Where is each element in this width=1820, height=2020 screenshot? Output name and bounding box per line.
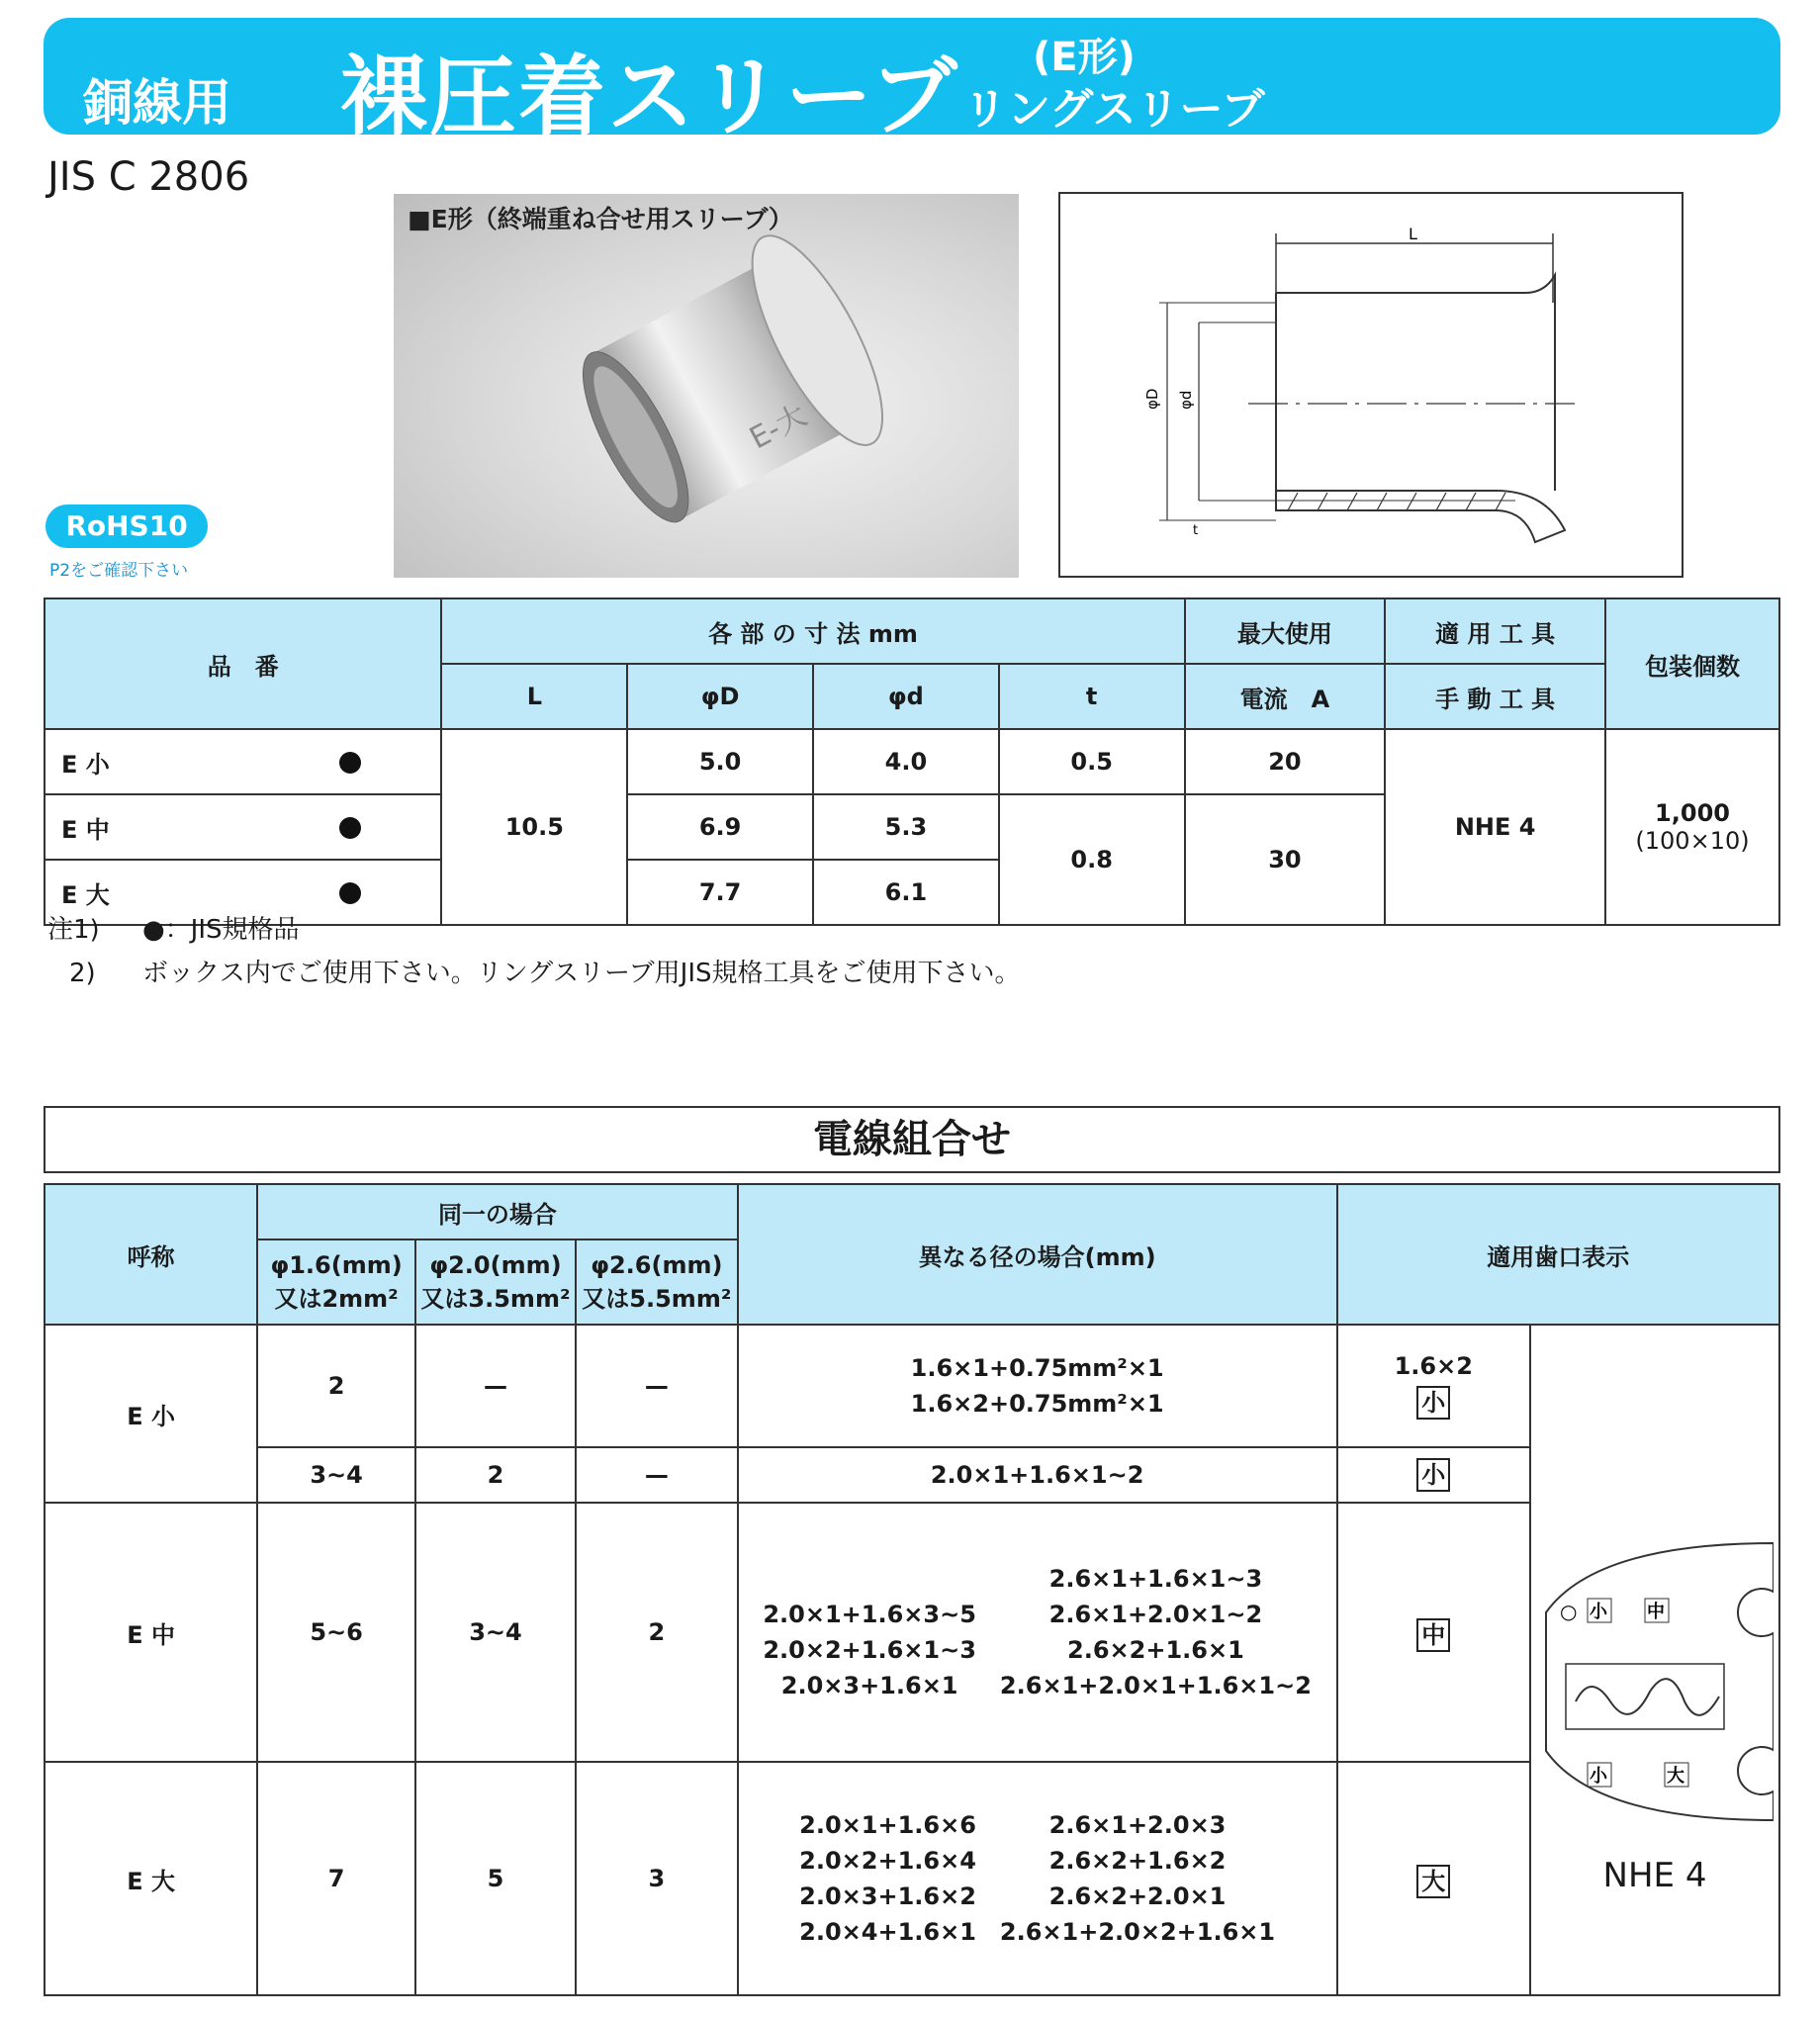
value-D: 7.7 — [627, 860, 813, 925]
diff-line: 2.0×2+1.6×4 — [799, 1847, 976, 1875]
cell-diff: 2.0×1+1.6×1~2 — [738, 1447, 1337, 1503]
diff-line: 2.6×1+2.0×3 — [1048, 1811, 1227, 1839]
col-t: t — [999, 664, 1185, 729]
diff-line: 2.0×2+1.6×1~3 — [763, 1636, 976, 1664]
jis-standard: JIS C 2806 — [47, 154, 250, 200]
value-L: 10.5 — [441, 729, 627, 925]
crimp-die-icon — [1536, 1504, 1774, 1840]
cell-26: 2 — [576, 1503, 738, 1762]
table-row — [45, 1503, 1779, 1762]
die-mark: 小 — [1416, 1458, 1450, 1492]
cell-die — [1337, 1762, 1530, 1995]
diff-line: 2.6×1+2.0×1~2 — [1048, 1601, 1263, 1628]
header-part: 品 番 — [45, 598, 441, 729]
diff-line: 2.0×3+1.6×2 — [799, 1882, 976, 1910]
diff-line: 2.0×1+1.6×6 — [799, 1811, 976, 1839]
cell-diff — [738, 1762, 1337, 1995]
tool-label: NHE 4 — [1602, 1856, 1707, 1895]
combo-title: 電線組合せ — [44, 1106, 1780, 1173]
value-t: 0.5 — [999, 729, 1185, 794]
die-mark-large: 大 — [1666, 1766, 1684, 1787]
note-text: ●：JIS規格品 — [142, 915, 300, 945]
cell-diff — [738, 1503, 1337, 1762]
page-title: 裸圧着スリーブ — [340, 46, 959, 147]
rohs-badge: RoHS10 — [46, 505, 208, 548]
h-20 — [415, 1240, 576, 1325]
diff-line: 2.6×1+2.0×2+1.6×1 — [999, 1918, 1276, 1946]
cell-16: 3~4 — [257, 1447, 415, 1503]
note-num: 注1) — [47, 915, 100, 945]
diagram-t: t — [1193, 523, 1199, 538]
note-num: 2) — [69, 959, 96, 988]
diff-line: 2.0×3+1.6×1 — [780, 1672, 958, 1699]
h-die: 適用歯口表示 — [1337, 1184, 1779, 1325]
sleeve-cross-section — [1060, 194, 1682, 576]
diff-line: 2.0×1+1.6×3~5 — [763, 1601, 976, 1628]
diff-line: 2.6×1+2.0×1+1.6×1~2 — [999, 1672, 1312, 1699]
cell-20: 5 — [415, 1762, 576, 1995]
h-16 — [257, 1240, 415, 1325]
cell-die — [1337, 1325, 1530, 1447]
h-16a: φ1.6(mm) — [270, 1250, 403, 1279]
header-max2: 電流 A — [1185, 664, 1386, 729]
value-t: 0.8 — [999, 794, 1185, 925]
product-photo — [394, 194, 1019, 578]
h-20a: φ2.0(mm) — [429, 1250, 562, 1279]
h-26 — [576, 1240, 738, 1325]
row-name: E 中 — [45, 1503, 257, 1762]
cell-26: — — [576, 1325, 738, 1447]
col-d: φd — [813, 664, 999, 729]
die-mark: 小 — [1416, 1386, 1450, 1420]
diagram-L: L — [1409, 225, 1417, 243]
table-row — [45, 1762, 1779, 1995]
cell-16: 7 — [257, 1762, 415, 1995]
h-same: 同一の場合 — [257, 1184, 738, 1240]
cell-diff — [738, 1325, 1337, 1447]
value-D: 6.9 — [627, 794, 813, 860]
h-20b: 又は3.5mm² — [420, 1284, 571, 1313]
header-pack: 包装個数 — [1605, 598, 1779, 729]
header-dims: 各 部 の 寸 法 mm — [441, 598, 1184, 664]
jis-dot — [339, 817, 361, 839]
photo-caption: ■E形（終端重ね合せ用スリーブ） — [408, 205, 793, 233]
cell-20: — — [415, 1325, 576, 1447]
value-pack — [1605, 729, 1779, 925]
header-tool1: 適 用 工 具 — [1385, 598, 1605, 664]
sleeve-marking: E-大 — [744, 398, 813, 457]
h-name: 呼称 — [45, 1184, 257, 1325]
cell-die — [1337, 1447, 1530, 1503]
pack-count: 1,000 — [1655, 799, 1730, 827]
die-mark: 中 — [1416, 1618, 1450, 1652]
row-name: E 大 — [45, 1762, 257, 1995]
value-d: 5.3 — [813, 794, 999, 860]
cell-16: 5~6 — [257, 1503, 415, 1762]
h-26b: 又は5.5mm² — [582, 1284, 732, 1313]
col-L: L — [441, 664, 627, 729]
part-name: E 大 — [61, 880, 110, 909]
part-name: E 中 — [61, 815, 110, 844]
subtitle-type: (E形) — [1033, 35, 1136, 80]
value-d: 6.1 — [813, 860, 999, 925]
row-name: E 小 — [45, 1325, 257, 1503]
diff-line: 1.6×2+0.75mm²×1 — [910, 1390, 1164, 1418]
value-d: 4.0 — [813, 729, 999, 794]
diff-line: 2.0×4+1.6×1 — [799, 1918, 976, 1946]
subtitle-name: リングスリーブ — [963, 84, 1265, 135]
die-mark-small: 小 — [1589, 1602, 1607, 1622]
die-mark: 大 — [1416, 1865, 1450, 1898]
cell-26: — — [576, 1447, 738, 1503]
diff-line: 2.6×1+1.6×1~3 — [1048, 1565, 1263, 1593]
category-label: 銅線用 — [83, 74, 231, 132]
table-row — [45, 1447, 1779, 1503]
value-current: 20 — [1185, 729, 1386, 794]
die-text: 1.6×2 — [1394, 1352, 1473, 1380]
note-text: ボックス内でご使用下さい。リングスリーブ用JIS規格工具をご使用下さい。 — [142, 959, 1021, 988]
header-tool2: 手 動 工 具 — [1385, 664, 1605, 729]
cell-20: 2 — [415, 1447, 576, 1503]
diagram-phid: φd — [1177, 390, 1195, 410]
combo-table — [44, 1183, 1780, 1996]
value-tool: NHE 4 — [1385, 729, 1605, 925]
die-mark-mid: 中 — [1646, 1602, 1665, 1622]
h-16b: 又は2mm² — [274, 1284, 399, 1313]
value-D: 5.0 — [627, 729, 813, 794]
spec-table — [44, 597, 1780, 926]
notes — [47, 908, 1021, 995]
header-max1: 最大使用 — [1185, 598, 1386, 664]
die-illustration-cell — [1530, 1325, 1779, 1995]
cell-20: 3~4 — [415, 1503, 576, 1762]
cell-26: 3 — [576, 1762, 738, 1995]
sleeve-image — [394, 194, 1019, 578]
pack-breakdown: (100×10) — [1635, 827, 1750, 855]
jis-dot — [339, 752, 361, 774]
header-banner — [44, 18, 1780, 147]
cell-die — [1337, 1503, 1530, 1762]
value-current: 30 — [1185, 794, 1386, 925]
diff-line: 2.6×2+2.0×1 — [1048, 1882, 1227, 1910]
diff-line: 2.6×2+1.6×2 — [1048, 1847, 1227, 1875]
col-D: φD — [627, 664, 813, 729]
rohs-note: P2をご確認下さい — [49, 561, 189, 581]
part-name: E 小 — [61, 750, 110, 779]
diagram-phiD: φD — [1143, 388, 1161, 410]
diff-line: 1.6×1+0.75mm²×1 — [910, 1354, 1164, 1382]
die-mark-small: 小 — [1589, 1766, 1607, 1787]
die-mark-circle: ○ — [1559, 1600, 1578, 1623]
table-row — [45, 1325, 1779, 1447]
h-26a: φ2.6(mm) — [591, 1250, 723, 1279]
table-row — [45, 729, 1779, 794]
dimension-diagram — [1058, 192, 1684, 578]
h-diff: 異なる径の場合(mm) — [738, 1184, 1337, 1325]
jis-dot — [339, 882, 361, 904]
diff-line: 2.6×2+1.6×1 — [1067, 1636, 1244, 1664]
cell-16: 2 — [257, 1325, 415, 1447]
